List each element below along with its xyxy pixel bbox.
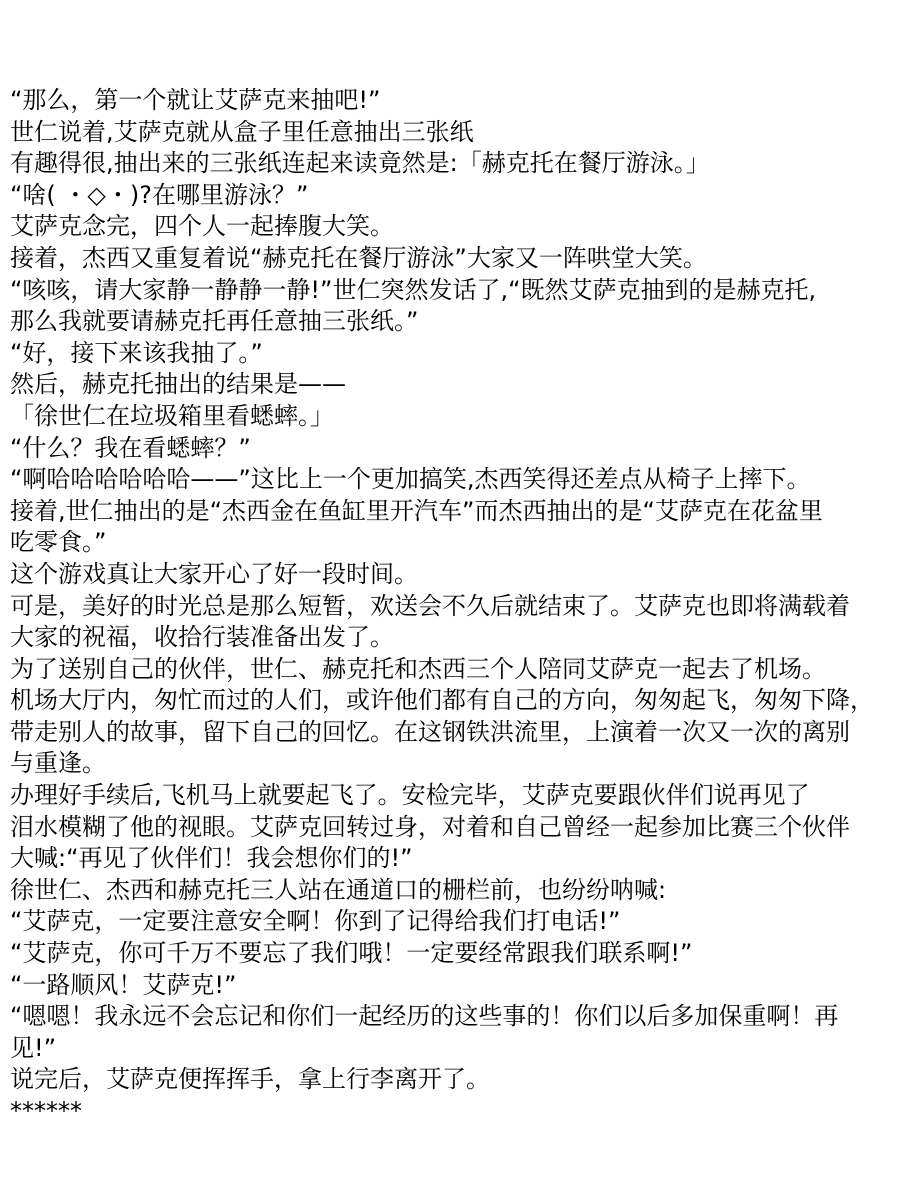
text-line: 接着，杰西又重复着说“赫克托在餐厅游泳”大家又一阵哄堂大笑。 [10, 243, 707, 272]
text-line: 然后，赫克托抽出的结果是—— [10, 370, 346, 399]
text-line: 办理好手续后,飞机马上就要起飞了。安检完毕，艾萨克要跟伙伴们说再见了 [10, 781, 810, 810]
text-line: “什么？我在看蟋蟀？” [10, 433, 251, 462]
text-line: “好，接下来该我抽了。” [10, 338, 263, 367]
text-line: 世仁说着,艾萨克就从盒子里任意抽出三张纸 [10, 117, 474, 146]
text-line: 吃零食。” [10, 528, 107, 557]
text-line: 大喊:“再见了伙伴们！我会想你们的!” [10, 844, 413, 873]
section-separator: ****** [10, 1097, 82, 1125]
text-line: 带走别人的故事，留下自己的回忆。在这钢铁洪流里，上演着一次又一次的离别 [10, 717, 850, 746]
text-line: 这个游戏真让大家开心了好一段时间。 [10, 559, 418, 588]
text-line: “一路顺风！艾萨克!” [10, 970, 237, 999]
text-line: “艾萨克，一定要注意安全啊！你到了记得给我们打电话!” [10, 907, 621, 936]
text-line: 可是，美好的时光总是那么短暂，欢送会不久后就结束了。艾萨克也即将满载着 [10, 591, 850, 620]
text-line: 机场大厅内，匆忙而过的人们，或许他们都有自己的方向，匆匆起飞，匆匆下降， [10, 686, 874, 715]
text-line: 为了送别自己的伙伴，世仁、赫克托和杰西三个人陪同艾萨克一起去了机场。 [10, 654, 826, 683]
text-line: “艾萨克，你可千万不要忘了我们哦！一定要经常跟我们联系啊!” [10, 939, 693, 968]
text-line: 「徐世仁在垃圾箱里看蟋蟀。」 [10, 401, 334, 430]
text-line: 泪水模糊了他的视眼。艾萨克回转过身，对着和自己曾经一起参加比赛三个伙伴 [10, 812, 850, 841]
text-line: 艾萨克念完，四个人一起捧腹大笑。 [10, 212, 394, 241]
text-line: 接着,世仁抽出的是“杰西金在鱼缸里开汽车”而杰西抽出的是“艾萨克在花盆里 [10, 496, 823, 525]
text-line: “那么，第一个就让艾萨克来抽吧!” [10, 86, 381, 114]
text-line: “嗯嗯！我永远不会忘记和你们一起经历的这些事的！你们以后多加保重啊！再 [10, 1002, 839, 1031]
text-line: 见!” [10, 1033, 57, 1062]
text-line: “啥( ・◇・)?在哪里游泳？” [10, 180, 309, 209]
story-text [10, 85, 890, 1128]
text-line: 徐世仁、杰西和赫克托三人站在通道口的栅栏前，也纷纷呐喊: [10, 875, 667, 904]
text-line: 说完后，艾萨克便挥挥手，拿上行李离开了。 [10, 1065, 490, 1094]
text-line: 那么我就要请赫克托再任意抽三张纸。” [10, 307, 419, 336]
text-line: 与重逢。 [10, 749, 106, 778]
text-line: 有趣得很,抽出来的三张纸连起来读竟然是:「赫克托在餐厅游泳。」 [10, 149, 710, 178]
text-line: “咳咳，请大家静一静静一静!”世仁突然发话了,“既然艾萨克抽到的是赫克托, [10, 275, 817, 304]
text-line: “啊哈哈哈哈哈哈——”这比上一个更加搞笑,杰西笑得还差点从椅子上摔下。 [10, 465, 811, 494]
text-line: 大家的祝福，收拾行装准备出发了。 [10, 623, 394, 652]
